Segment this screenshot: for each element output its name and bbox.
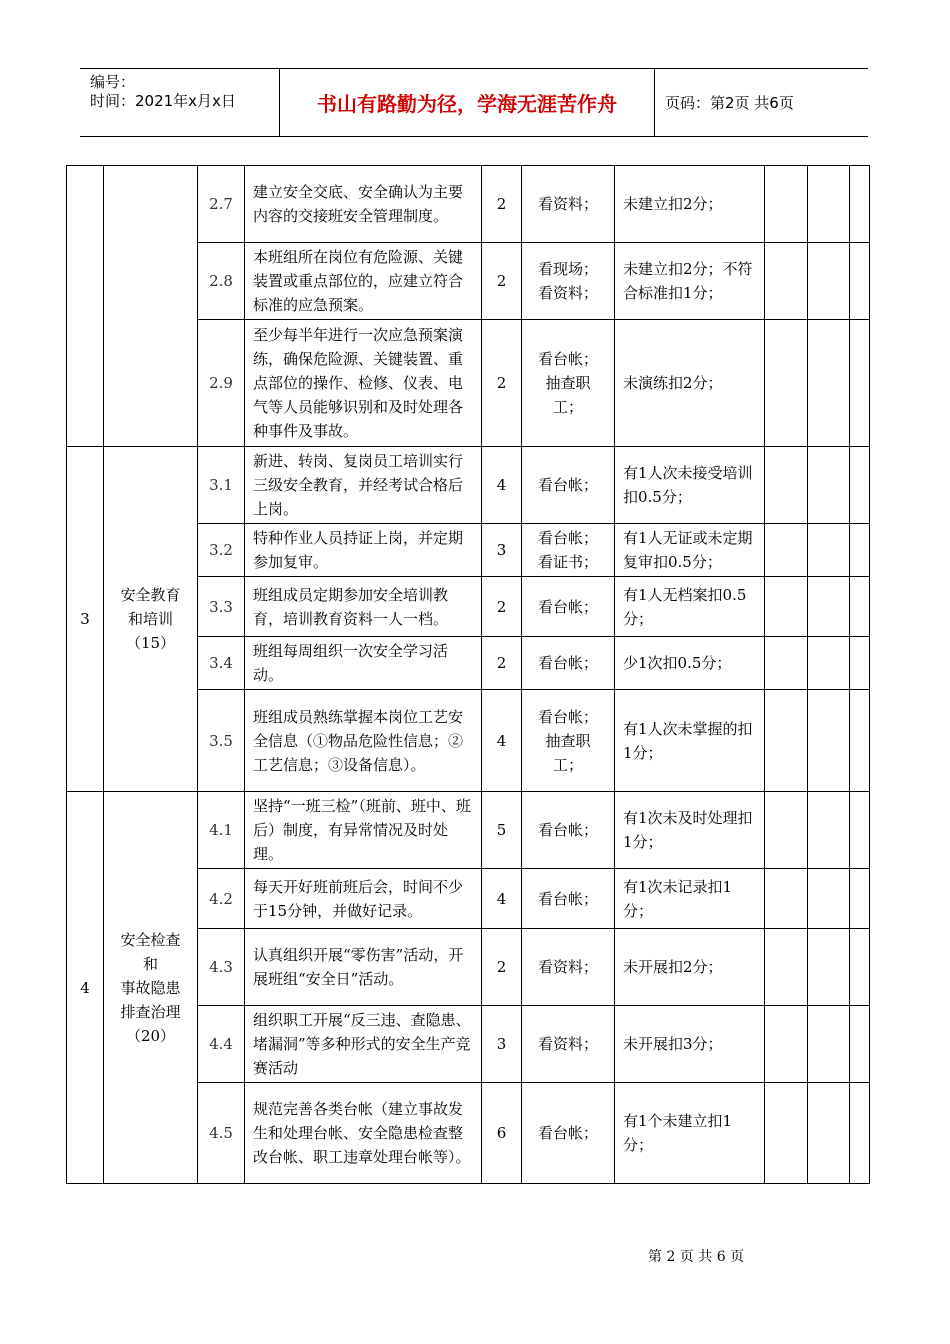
item-criteria: 未演练扣2分； <box>615 320 765 447</box>
group-number: 3 <box>67 447 104 792</box>
item-content: 班组成员定期参加安全培训教育，培训教育资料一人一档。 <box>245 577 482 637</box>
item-score: 2 <box>482 320 522 447</box>
blank-cell <box>765 792 808 869</box>
blank-cell <box>808 869 850 929</box>
item-criteria: 有1次未记录扣1分； <box>615 869 765 929</box>
group-category <box>104 792 198 1184</box>
blank-cell <box>808 792 850 869</box>
item-score: 5 <box>482 792 522 869</box>
item-score: 2 <box>482 166 522 243</box>
page-header <box>80 68 868 137</box>
item-method: 看台帐； 抽查职 工； <box>522 320 615 447</box>
assessment-table <box>66 165 870 1184</box>
blank-cell <box>850 792 870 869</box>
item-code: 3.4 <box>198 637 245 690</box>
blank-cell <box>808 637 850 690</box>
category-line: 和培训 <box>127 610 173 628</box>
group-number: 4 <box>67 792 104 1184</box>
blank-cell <box>850 447 870 524</box>
category-line: 安全检查 <box>120 930 181 949</box>
blank-cell <box>765 243 808 320</box>
item-code: 4.2 <box>198 869 245 929</box>
item-content: 每天开好班前班后会，时间不少于15分钟，并做好记录。 <box>245 869 482 929</box>
blank-cell <box>765 447 808 524</box>
item-score: 2 <box>482 637 522 690</box>
blank-cell <box>850 690 870 792</box>
item-method: 看台帐； <box>522 637 615 690</box>
item-score: 2 <box>482 243 522 320</box>
item-method: 看资料； <box>522 166 615 243</box>
item-criteria: 未开展扣3分； <box>615 1006 765 1083</box>
category-line: 事故隐患 <box>120 978 181 997</box>
blank-cell <box>765 1006 808 1083</box>
item-criteria: 未建立扣2分；不符合标准扣1分； <box>615 243 765 320</box>
blank-cell <box>850 929 870 1006</box>
item-criteria: 有1人次未接受培训扣0.5分； <box>615 447 765 524</box>
blank-cell <box>850 1083 870 1184</box>
item-method: 看资料； <box>522 1006 615 1083</box>
table-row <box>67 792 870 869</box>
blank-cell <box>850 1006 870 1083</box>
blank-cell <box>808 929 850 1006</box>
item-score: 6 <box>482 1083 522 1184</box>
item-code: 2.8 <box>198 243 245 320</box>
blank-cell <box>765 1083 808 1184</box>
page-label: 页码：第2页 共6页 <box>665 94 794 112</box>
item-code: 2.7 <box>198 166 245 243</box>
item-content: 组织职工开展“反三违、查隐患、堵漏洞”等多种形式的安全生产竞赛活动 <box>245 1006 482 1083</box>
item-content: 班组成员熟练掌握本岗位工艺安全信息（①物品危险性信息；②工艺信息；③设备信息）。 <box>245 690 482 792</box>
table-body <box>67 166 870 1184</box>
item-code: 4.4 <box>198 1006 245 1083</box>
item-content: 建立安全交底、安全确认为主要内容的交接班安全管理制度。 <box>245 166 482 243</box>
blank-cell <box>808 690 850 792</box>
item-criteria: 有1人无档案扣0.5分； <box>615 577 765 637</box>
item-code: 2.9 <box>198 320 245 447</box>
motto: 书山有路勤为径，学海无涯苦作舟 <box>280 69 655 136</box>
item-code: 4.5 <box>198 1083 245 1184</box>
item-content: 坚持“一班三检”（班前、班中、班后）制度，有异常情况及时处理。 <box>245 792 482 869</box>
item-score: 3 <box>482 524 522 577</box>
blank-cell <box>850 577 870 637</box>
blank-cell <box>808 166 850 243</box>
table-row <box>67 447 870 524</box>
item-method: 看现场； 看资料； <box>522 243 615 320</box>
item-score: 3 <box>482 1006 522 1083</box>
blank-cell <box>765 637 808 690</box>
item-score: 2 <box>482 577 522 637</box>
blank-cell <box>850 524 870 577</box>
blank-cell <box>765 577 808 637</box>
item-criteria: 有1人次未掌握的扣1分； <box>615 690 765 792</box>
blank-cell <box>765 869 808 929</box>
blank-cell <box>765 524 808 577</box>
item-criteria: 少1次扣0.5分； <box>615 637 765 690</box>
item-score: 2 <box>482 929 522 1006</box>
item-method: 看台帐； <box>522 447 615 524</box>
item-content: 认真组织开展“零伤害”活动，开展班组“安全日”活动。 <box>245 929 482 1006</box>
item-code: 3.1 <box>198 447 245 524</box>
blank-cell <box>850 320 870 447</box>
item-method: 看台帐； <box>522 869 615 929</box>
page-footer: 第 2 页 共 6 页 <box>648 1249 745 1265</box>
item-code: 3.5 <box>198 690 245 792</box>
item-method: 看资料； <box>522 929 615 1006</box>
blank-cell <box>808 320 850 447</box>
item-content: 新进、转岗、复岗员工培训实行三级安全教育，并经考试合格后上岗。 <box>245 447 482 524</box>
item-code: 4.1 <box>198 792 245 869</box>
blank-cell <box>808 243 850 320</box>
item-content: 至少每半年进行一次应急预案演练，确保危险源、关键装置、重点部位的操作、检修、仪表、电气等人员能够识别和及时处理各种事件及事故。 <box>245 320 482 447</box>
category-line: 和 <box>142 954 158 973</box>
item-criteria: 未建立扣2分； <box>615 166 765 243</box>
blank-cell <box>808 1006 850 1083</box>
item-content: 班组每周组织一次安全学习活动。 <box>245 637 482 690</box>
blank-cell <box>850 869 870 929</box>
blank-cell <box>808 1083 850 1184</box>
item-criteria: 未开展扣2分； <box>615 929 765 1006</box>
item-method: 看台帐； <box>522 1083 615 1184</box>
item-content: 本班组所在岗位有危险源、关键装置或重点部位的，应建立符合标准的应急预案。 <box>245 243 482 320</box>
item-content: 规范完善各类台帐（建立事故发生和处理台帐、安全隐患检查整改台帐、职工违章处理台帐等）。 <box>245 1083 482 1184</box>
code-label: 编号： <box>90 73 136 91</box>
item-code: 4.3 <box>198 929 245 1006</box>
blank-cell <box>765 929 808 1006</box>
blank-cell <box>850 166 870 243</box>
item-method: 看台帐； <box>522 577 615 637</box>
item-criteria: 有1个未建立扣1分； <box>615 1083 765 1184</box>
item-code: 3.3 <box>198 577 245 637</box>
category-line: 安全教育 <box>120 586 181 604</box>
blank-cell <box>765 166 808 243</box>
item-criteria: 有1次未及时处理扣1分； <box>615 792 765 869</box>
item-criteria: 有1人无证或未定期复审扣0.5分； <box>615 524 765 577</box>
category-line: 排查治理 <box>120 1002 181 1021</box>
blank-cell <box>765 320 808 447</box>
blank-cell <box>808 447 850 524</box>
header-meta <box>80 69 280 136</box>
item-score: 4 <box>482 447 522 524</box>
group-number-cell <box>67 166 104 447</box>
table-row <box>67 166 870 243</box>
item-method: 看台帐； 抽查职 工； <box>522 690 615 792</box>
item-score: 4 <box>482 869 522 929</box>
category-line: （15） <box>125 634 176 652</box>
blank-cell <box>808 577 850 637</box>
blank-cell <box>850 243 870 320</box>
category-line: （20） <box>125 1026 176 1045</box>
blank-cell <box>765 690 808 792</box>
item-code: 3.2 <box>198 524 245 577</box>
blank-cell <box>850 637 870 690</box>
item-score: 4 <box>482 690 522 792</box>
item-method: 看台帐； <box>522 792 615 869</box>
time-label: 时间：2021年x月x日 <box>90 92 236 110</box>
blank-cell <box>808 524 850 577</box>
item-content: 特种作业人员持证上岗，并定期参加复审。 <box>245 524 482 577</box>
group-category-cell <box>104 166 198 447</box>
group-category <box>104 447 198 792</box>
item-method: 看台帐； 看证书； <box>522 524 615 577</box>
